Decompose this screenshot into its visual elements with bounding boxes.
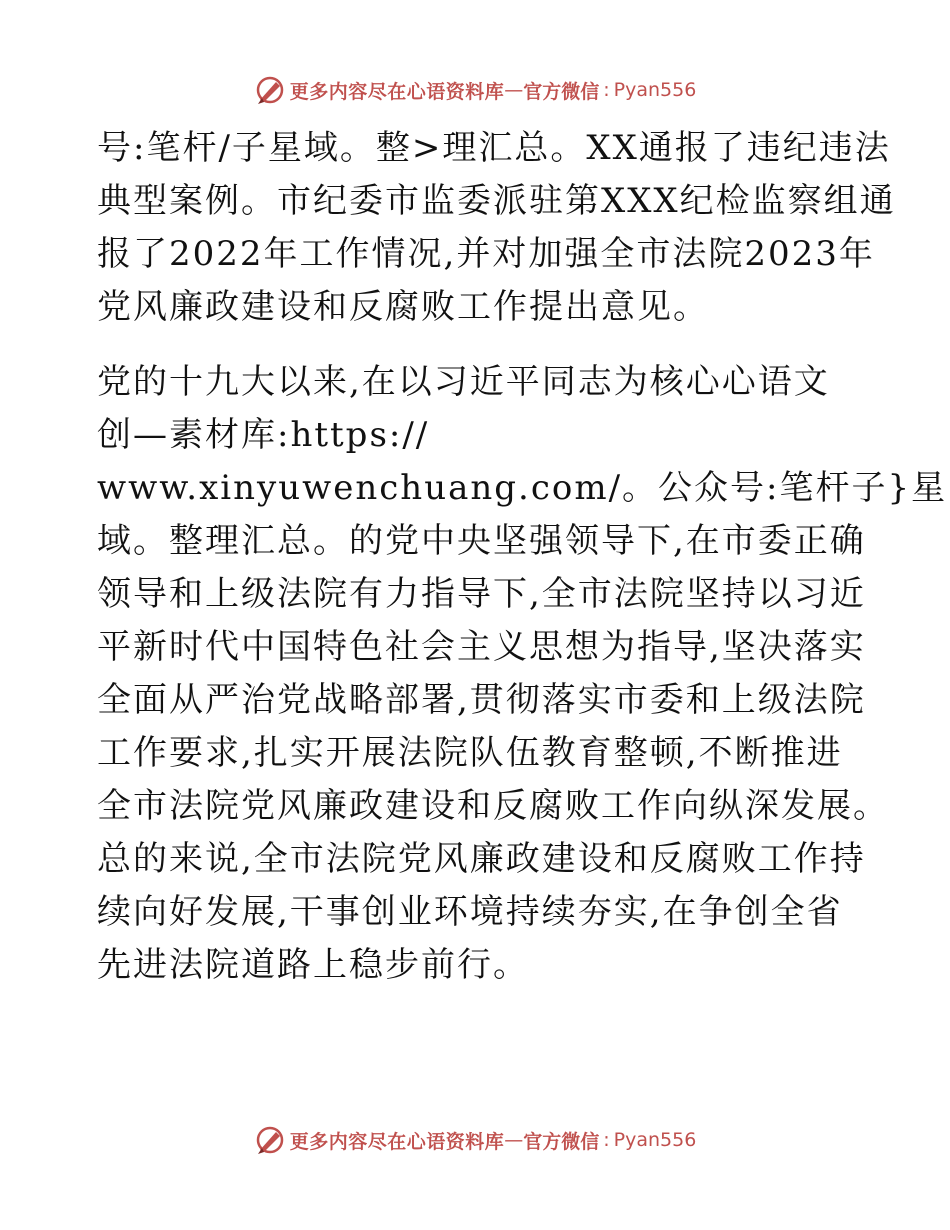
banner-wechat-label: 官方微信: [523, 1130, 600, 1153]
document-body: [97, 122, 948, 992]
paragraph-1: [97, 122, 896, 334]
text-line: 全面从严治党战略部署,贯彻落实市委和上级法院: [97, 680, 866, 720]
text-line: 党的十九大以来,在以习近平同志为核心心语文: [97, 362, 830, 402]
text-line: 工作要求,扎实开展法院队伍教育整顿,不断推进: [97, 733, 843, 773]
banner-wechat-label: 官方微信: [523, 80, 600, 103]
banner-main-text: 更多内容尽在心语资料库: [289, 1130, 505, 1153]
text-line: 总的来说,全市法院党风廉政建设和反腐败工作持: [97, 839, 866, 879]
banner-wechat-id: Pyan556: [613, 79, 697, 101]
pen-logo-icon: [254, 1124, 286, 1156]
text-line: 典型案例。市纪委市监委派驻第XXX纪检监察组通: [97, 181, 896, 221]
text-line: 全市法院党风廉政建设和反腐败工作向纵深发展。: [97, 786, 889, 826]
banner-dash: —: [504, 1129, 524, 1151]
banner-separator: :: [603, 1129, 610, 1151]
pen-logo-icon: [254, 74, 286, 106]
text-line: 党风廉政建设和反腐败工作提出意见。: [97, 287, 709, 327]
banner-separator: :: [603, 79, 610, 101]
text-line: 域。整理汇总。的党中央坚强领导下,在市委正确: [97, 521, 866, 561]
text-line: 号:笔杆/子星域。整>理汇总。XX通报了违纪违法: [97, 128, 891, 168]
banner-dash: —: [504, 79, 524, 101]
header-banner: [0, 70, 950, 110]
banner-main-text: 更多内容尽在心语资料库: [289, 80, 505, 103]
text-line: 先进法院道路上稳步前行。: [97, 945, 529, 985]
text-line: 报了2022年工作情况,并对加强全市法院2023年: [97, 234, 875, 274]
banner-wechat-id: Pyan556: [613, 1129, 697, 1151]
footer-banner: [0, 1120, 950, 1160]
text-line: 创—素材库:https://: [97, 415, 430, 455]
text-line: 领导和上级法院有力指导下,全市法院坚持以习近: [97, 574, 866, 614]
text-line: 续向好发展,干事创业环境持续夯实,在争创全省: [97, 892, 843, 932]
paragraph-2: [97, 356, 948, 992]
text-line: 平新时代中国特色社会主义思想为指导,坚决落实: [97, 627, 866, 667]
text-line: www.xinyuwenchuang.com/。公众号:笔杆子}星: [97, 468, 948, 508]
